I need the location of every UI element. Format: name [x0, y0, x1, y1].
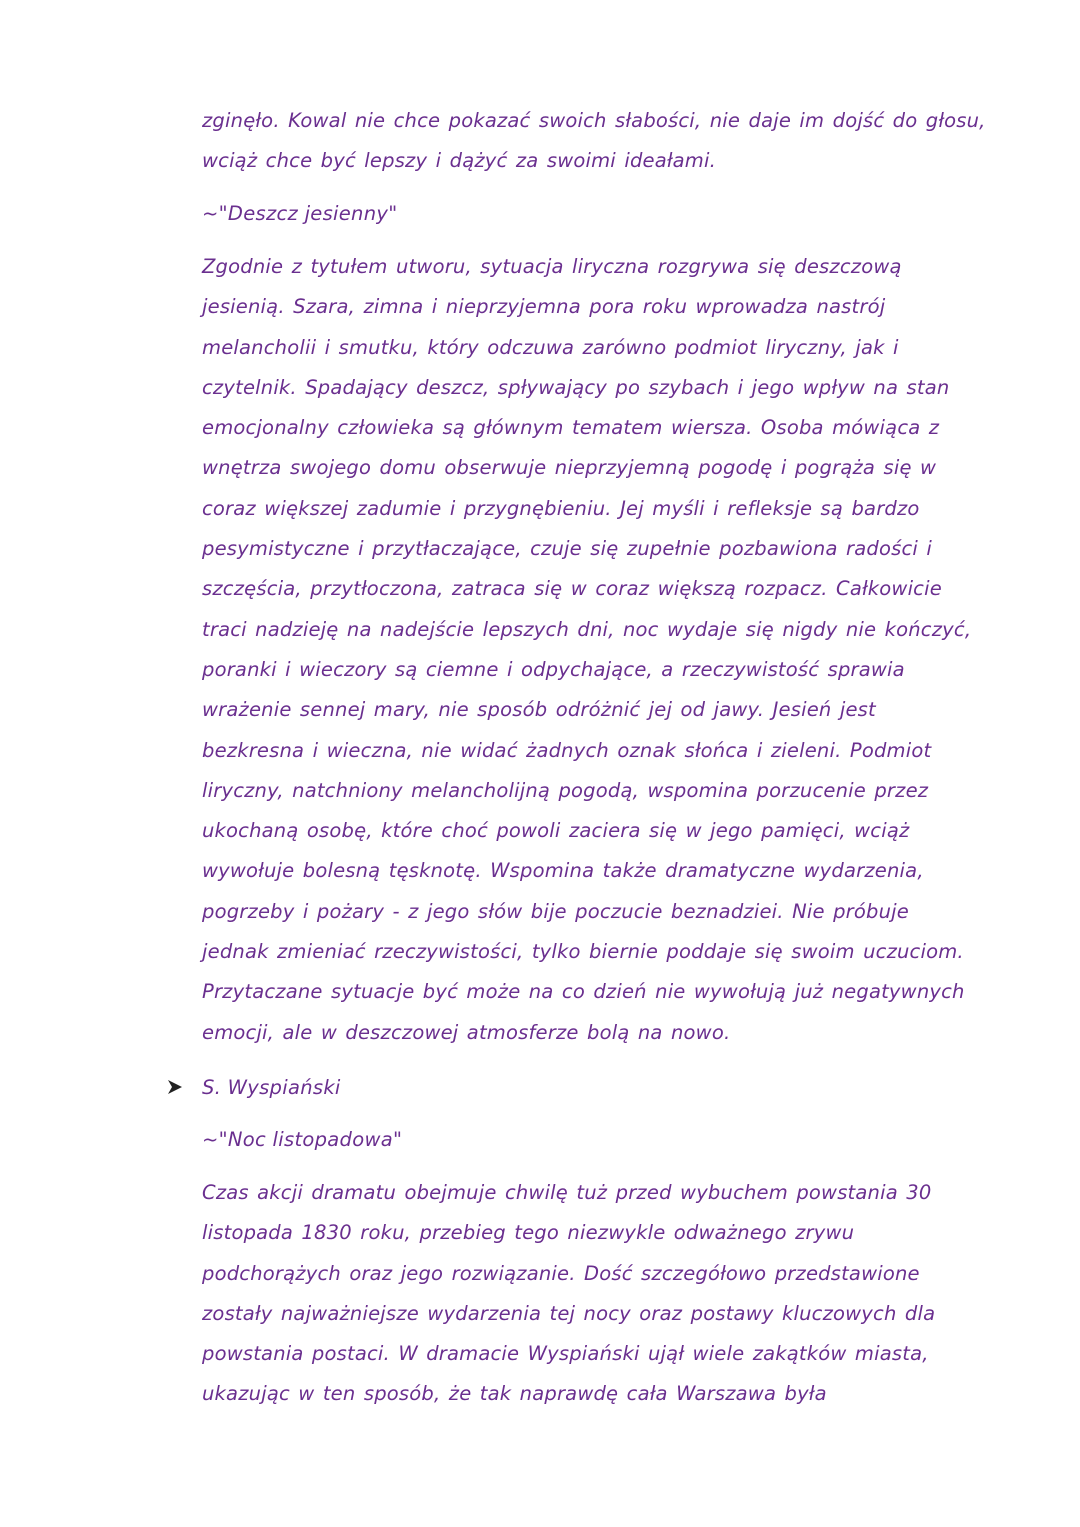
paragraph-line: podchorążych oraz jego rozwiązanie. Dość szczegółowo przedstawione	[202, 1261, 920, 1285]
paragraph-line: traci nadzieję na nadejście lepszych dni, noc wydaje się nigdy nie kończyć,	[202, 617, 972, 641]
paragraph-line: czytelnik. Spadający deszcz, spływający po szybach i jego wpływ na stan	[202, 375, 950, 399]
arrowhead-bullet-icon	[166, 1078, 184, 1096]
paragraph-line: szczęścia, przytłoczona, zatraca się w coraz większą rozpacz. Całkowicie	[202, 577, 942, 601]
paragraph-line: listopada 1830 roku, przebieg tego niezwykle odważnego zrywu	[202, 1221, 855, 1245]
author-name: S. Wyspiański	[202, 1075, 341, 1099]
paragraph-line: Przytaczane sytuacje być może na co dzień nie wywołują już negatywnych	[202, 980, 965, 1004]
intro-line-1: zginęło. Kowal nie chce pokazać swoich słabości, nie daje im dojść do głosu,	[202, 109, 986, 132]
paragraph-line: wnętrza swojego domu obserwuje nieprzyjemną pogodę i pogrąża się w	[202, 456, 937, 480]
paragraph-line: zostały najważniejsze wydarzenia tej nocy oraz postawy kluczowych dla	[202, 1301, 936, 1325]
intro-line-2: wciąż chce być lepszy i dążyć za swoimi ideałami.	[202, 149, 717, 173]
paragraph-line: poranki i wieczory są ciemne i odpychające, a rzeczywistość sprawia	[202, 657, 905, 681]
paragraph-line: coraz większej zadumie i przygnębieniu. Jej myśli i refleksje są bardzo	[202, 496, 920, 520]
paragraph-line: Zgodnie z tytułem utworu, sytuacja liryczna rozgrywa się deszczową	[202, 255, 902, 278]
paragraph-line: emocji, ale w deszczowej atmosferze bolą na nowo.	[202, 1020, 731, 1044]
section-title-deszcz-jesienny: ~"Deszcz jesienny"	[202, 202, 398, 225]
paragraph-line: jednak zmieniać rzeczywistości, tylko biernie poddaje się swoim uczuciom.	[202, 940, 964, 964]
paragraph-line: wrażenie sennej mary, nie sposób odróżnić jej od jawy. Jesień jest	[202, 698, 876, 722]
paragraph-line: wywołuje bolesną tęsknotę. Wspomina także dramatyczne wydarzenia,	[202, 859, 924, 883]
paragraph-line: emocjonalny człowieka są głównym tematem wiersza. Osoba mówiąca z	[202, 416, 940, 440]
paragraph-line: pesymistyczne i przytłaczające, czuje się zupełnie pozbawiona radości i	[202, 537, 933, 561]
author-bullet-item	[166, 1072, 341, 1102]
paragraph-line: liryczny, natchniony melancholijną pogodą, wspomina porzucenie przez	[202, 778, 929, 802]
paragraph-line: ukazując w ten sposób, że tak naprawdę cała Warszawa była	[202, 1382, 827, 1406]
paragraph-line: melancholii i smutku, który odczuwa zarówno podmiot liryczny, jak i	[202, 335, 899, 359]
paragraph-line: jesienią. Szara, zimna i nieprzyjemna pora roku wprowadza nastrój	[202, 295, 886, 319]
intro-paragraph	[202, 101, 986, 182]
paragraph-line: pogrzeby i pożary - z jego słów bije poczucie beznadziei. Nie próbuje	[202, 899, 909, 923]
paragraph-line: ukochaną osobę, które choć powoli zaciera się w jego pamięci, wciąż	[202, 819, 910, 843]
section-title-noc-listopadowa: ~"Noc listopadowa"	[202, 1128, 403, 1151]
noc-listopadowa-paragraph	[202, 1173, 977, 1415]
deszcz-jesienny-paragraph	[202, 247, 977, 1053]
paragraph-line: Czas akcji dramatu obejmuje chwilę tuż przed wybuchem powstania 30	[202, 1181, 932, 1204]
paragraph-line: powstania postaci. W dramacie Wyspiański ujął wiele zakątków miasta,	[202, 1342, 929, 1366]
paragraph-line: bezkresna i wieczna, nie widać żadnych oznak słońca i zieleni. Podmiot	[202, 738, 932, 762]
